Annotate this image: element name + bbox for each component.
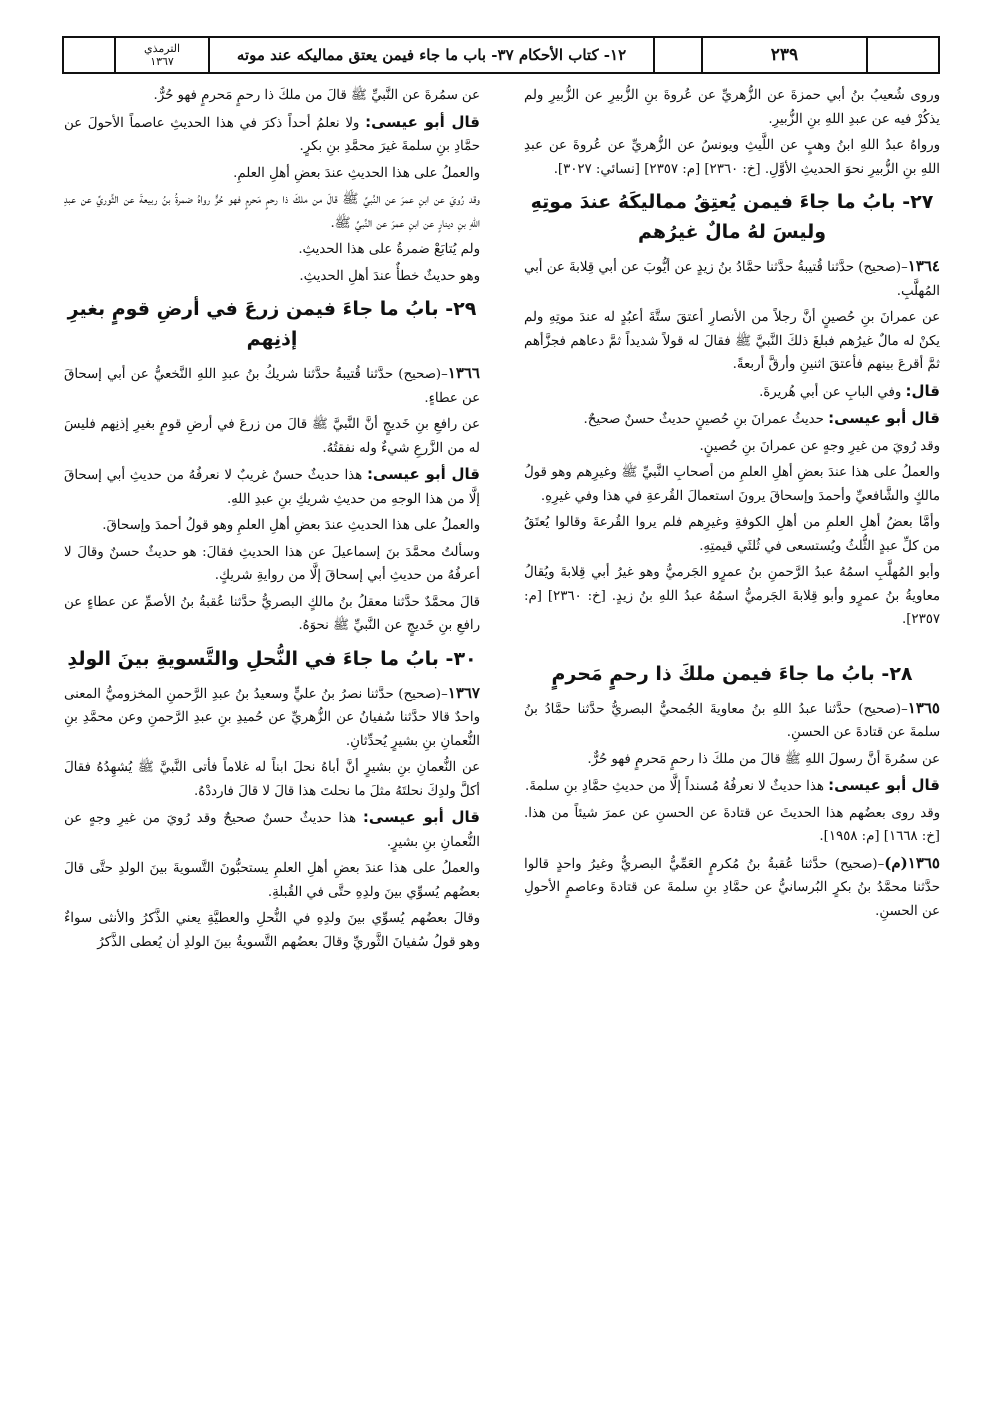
commentary-text: ولا نعلمُ أحداً ذكرَ في هذا الحديثِ عاصماً الأحولَ عن حمَّادِ بنِ سلمةَ غيرَ محمَّدِ بنِ بكرٍ.	[64, 115, 480, 154]
commentary-paragraph	[524, 774, 940, 799]
hadith-text: (صحيح) حدَّثنا عبدُ اللهِ بنُ معاويةَ الجُمحيُّ البصريُّ حدَّثنا حمَّادُ بنُ سلمةَ عن قتادةَ عن الحسنِ.	[524, 701, 940, 740]
hadith-dash: –	[901, 260, 908, 275]
body-paragraph: والعملُ على هذا الحديثِ عندَ بعضِ أهلِ العلمِ وهو قولُ أحمدَ وإسحاقَ.	[102, 518, 480, 533]
hadith-number: ١٣٦٥	[907, 698, 940, 717]
hadith-dash: –	[441, 686, 448, 702]
header-empty-cell	[866, 38, 938, 72]
body-paragraph: والعملُ على هذا الحديثِ عندَ بعضِ أهلِ العلمِ.	[233, 165, 480, 181]
qal-label: قال أبو عيسى:	[828, 409, 940, 427]
hadith-dash: –	[441, 367, 448, 382]
chapter-heading: ٢٩- بابُ ما جاءَ فيمن زرعَ في أرضِ قومٍ بغيرِ إذنِهم	[67, 298, 477, 350]
book-reference	[114, 38, 208, 72]
body-paragraph: عن رافعِ بنِ خَديجٍ أنَّ النَّبيَّ ﷺ قالَ من زرعَ في أرضِ قومٍ بغيرِ إذنِهم فليسَ له من الزَّرعِ شيءٌ وله نفقتُهُ.	[64, 417, 480, 456]
qal-label: قال أبو عيسى:	[366, 465, 480, 483]
header-empty-cell	[64, 38, 114, 72]
commentary-text: هذا حديثٌ حسنٌ صحيحٌ وقد رُويَ من غيرِ وجهٍ عن النُّعمانِ بنِ بشيرٍ.	[64, 811, 480, 850]
hadith-text: (صحيح) حدَّثنا نصرُ بنُ عليٍّ وسعيدُ بنُ عبدِ الرَّحمنِ المخزوميُّ المعنى واحدٌ قالا حدَّثنا سُفيانُ عن الزُّهريِّ عن حُميدِ بنِ عبدِ الرَّحمنِ وعن محمَّدِ بنِ النُّعمانِ بنِ بشيرٍ يُحدِّثانِ.	[64, 686, 480, 749]
hadith-paragraph	[64, 682, 480, 754]
body-paragraph: ولم يُتابَعْ ضمرةُ على هذا الحديثِ.	[298, 242, 480, 257]
body-paragraph: عن عمرانَ بنِ حُصينٍ أنَّ رجلاً من الأنصارِ أعتقَ ستَّةَ أعبُدٍ له عندَ موتِهِ ولم يكنْ له مالٌ غيرُهم فبلغَ ذلكَ النَّبيَّ ﷺ فقالَ له قولاً شديداً ثمَّ دعاهم فجزَّأهم ثمَّ أقرعَ بينهم فأعتقَ اثنينِ وأرقَّ أربعةً.	[524, 310, 940, 372]
body-paragraph: عن النُّعمانِ بنِ بشيرٍ أنَّ أباهُ نحلَ ابناً له غلاماً فأتى النَّبيَّ ﷺ يُشهِدُهُ فقالَ أكلَّ ولدِكَ نحلتَهُ مثلَ ما نحلتَ هذا قالَ لا قالَ فارددْهُ.	[64, 760, 480, 799]
body-paragraph: عن سمُرةَ عن النَّبيِّ ﷺ قالَ من ملكَ ذا رحمٍ مَحرمٍ فهو حُرٌّ.	[153, 88, 480, 103]
hadith-paragraph	[524, 852, 940, 924]
commentary-text: هذا حديثٌ لا نعرفُهُ مُسنداً إلَّا من حديثِ حمَّادِ بنِ سلمةَ.	[524, 779, 824, 794]
body-paragraph: وسألتُ محمَّدَ بنَ إسماعيلَ عن هذا الحديثِ فقالَ: هو حديثٌ حسنٌ وقالَ لا أعرفُهُ من حديثِ أبي إسحاقَ إلَّا من روايةِ شريكٍ.	[64, 544, 480, 583]
header-empty-cell	[653, 38, 701, 72]
qal-label: قال:	[905, 381, 940, 400]
body-paragraph: وقد رُويَ من غيرِ وجهٍ عن عمرانَ بنِ حُصينٍ.	[699, 438, 940, 454]
spacer	[524, 635, 940, 653]
commentary-text: وفي البابِ عن أبي هُريرةَ.	[759, 384, 902, 400]
left-text-column	[64, 84, 480, 1394]
commentary-paragraph	[524, 380, 940, 405]
body-paragraph: وأمَّا بعضُ أهلِ العلمِ من أهلِ الكوفةِ وغيرِهم فلم يروا القُرعةَ وقالوا يُعتَقُ من كلِّ عبدٍ الثُّلثُ ويُستسعى في ثُلثَي قيمتِهِ.	[524, 515, 940, 554]
chapter-heading: ٣٠- بابُ ما جاءَ في النُّحلِ والتَّسويةِ بينَ الولدِ	[67, 647, 477, 670]
hadith-text: (صحيح) حدَّثنا قُتيبةُ حدَّثنا شريكُ بنُ عبدِ اللهِ النَّخعيُّ عن أبي إسحاقَ عن عطاءٍ.	[64, 367, 480, 406]
hadith-text: (صحيح) حدَّثنا قُتيبةُ حدَّثنا حمَّادُ بنُ زيدٍ عن أيُّوبَ عن أبي قِلابةَ عن أبي المُهلَّبِ.	[524, 260, 940, 299]
commentary-text: هذا حديثٌ حسنٌ غريبٌ لا نعرفُهُ من حديثِ أبي إسحاقَ إلَّا من هذا الوجهِ من حديثِ شريكِ بنِ عبدِ اللهِ.	[64, 468, 480, 507]
body-paragraph: وقد رُويَ عن ابنِ عمرَ عن النَّبيِّ ﷺ قالَ من ملكَ ذا رحمٍ مَحرمٍ فهو حُرٌّ رواهُ ضمرةُ بنُ ربيعةَ عن الثَّوريِّ عن عبدِ اللهِ بنِ دينارٍ عن ابنِ عمرَ عن النَّبيِّ ﷺ.	[64, 192, 480, 231]
hadith-text: (صحيح) حدَّثنا عُقبةُ بنُ مُكرمٍ العَمِّيُّ البصريُّ وغيرُ واحدٍ قالوا حدَّثنا محمَّدُ بنُ بكرٍ البُرسانيُّ عن حمَّادِ بنِ سلمةَ عن قتادةَ وعاصمٍ الأحولِ عن الحسنِ.	[524, 856, 940, 919]
qal-label: قال أبو عيسى:	[365, 112, 480, 131]
hadith-number: ١٣٦٥(م)	[884, 853, 940, 872]
hadith-paragraph	[524, 697, 940, 745]
body-paragraph: وقد روى بعضُهم هذا الحديثَ عن قتادةَ عن الحسنِ عن عمرَ شيئاً من هذا. [خ: ١٦٦٨] [م: ١٩٥٨].	[524, 805, 940, 844]
body-paragraph: وأبو المُهلَّبِ اسمُهُ عبدُ الرَّحمنِ بنُ عمرٍو الجَرميُّ وهو غيرُ أبي قِلابةَ ويُقالُ معاويةُ بنُ عمرٍو وأبو قِلابةَ الجَرميُّ اسمُهُ عبدُ اللهِ بنُ زيدٍ. [خ: ٢٣٦٠] [م: ٢٣٥٧].	[524, 565, 940, 627]
running-header	[62, 36, 940, 74]
commentary-text: حديثُ عمرانَ بنِ حُصينٍ حديثٌ حسنٌ صحيحٌ.	[583, 412, 824, 427]
commentary-paragraph	[64, 806, 480, 854]
body-paragraph: والعملُ على هذا عندَ بعضِ أهلِ العلمِ يستحبُّونَ التَّسويةَ بينَ الولدِ حتَّى قالَ بعضُهم يُسوِّي بينَ ولدِهِ حتَّى في القُبلةِ.	[64, 861, 480, 900]
commentary-paragraph	[524, 407, 940, 432]
book-name: الترمذي	[143, 42, 181, 55]
body-paragraph: وقالَ بعضُهم يُسوِّي بينَ ولدِهِ في النُّحلِ والعطيَّةِ يعني الذَّكرُ والأنثى سواءٌ وهو قولُ سُفيانَ الثَّوريِّ وقالَ بعضُهم التَّسويةُ بينَ الولدِ أن يُعطى الذَّكرُ	[64, 911, 480, 950]
right-text-column	[524, 84, 940, 1394]
commentary-paragraph	[64, 463, 480, 511]
book-volume: ١٣٦٧	[150, 55, 174, 68]
hadith-paragraph	[64, 362, 480, 410]
qal-label: قال أبو عيسى:	[828, 776, 940, 794]
chapter-running-title: ١٢- كتاب الأحكام ٣٧- باب ما جاء فيمن يعتق مماليكه عند موته	[208, 38, 653, 72]
body-paragraph: قالَ محمَّدٌ حدَّثنا معقلُ بنُ مالكٍ البصريُّ حدَّثنا عُقبةُ بنُ الأصمِّ عن عطاءٍ عن رافعِ بنِ خَديجٍ عن النَّبيِّ ﷺ نحوَهُ.	[64, 594, 480, 633]
hadith-paragraph	[524, 255, 940, 303]
body-paragraph: عن سمُرةَ أنَّ رسولَ اللهِ ﷺ قالَ من ملكَ ذا رحمٍ مَحرمٍ فهو حُرٌّ.	[587, 751, 940, 767]
chapter-heading: ٢٧- بابُ ما جاءَ فيمن يُعتِقُ مماليكَهُ عندَ موتِهِ وليسَ لهُ مالٌ غيرُهم	[530, 191, 934, 243]
chapter-heading: ٢٨- بابُ ما جاءَ فيمن ملكَ ذا رحمٍ مَحرمٍ	[551, 662, 913, 685]
body-paragraph: والعملُ على هذا عندَ بعضِ أهلِ العلمِ من أصحابِ النَّبيِّ ﷺ وغيرِهم وهو قولُ مالكٍ والشَّافعيِّ وأحمدَ وإسحاقَ يرونَ استعمالَ القُرعةِ في هذا وفي غيرِهِ.	[524, 465, 940, 504]
hadith-dash: –	[901, 701, 908, 717]
body-paragraph: وهو حديثٌ خطأٌ عندَ أهلِ الحديثِ.	[299, 268, 480, 284]
qal-label: قال أبو عيسى:	[362, 808, 480, 826]
hadith-dash: –	[877, 856, 885, 872]
body-paragraph: ورواهُ عبدُ اللهِ ابنُ وهبٍ عن اللَّيثِ ويونسُ عن الزُّهريِّ عن عُروةَ عن عبدِ اللهِ بنِ الزُّبيرِ نحوَ الحديثِ الأوَّلِ. [خ: ٢٣٦٠] [م: ٢٣٥٧] [نسائي: ٣٠٢٧].	[524, 138, 940, 177]
page-number: ٢٣٩	[701, 38, 866, 72]
commentary-paragraph	[64, 111, 480, 159]
hadith-number: ١٣٦٦	[447, 364, 480, 382]
hadith-number: ١٣٦٤	[907, 257, 940, 275]
hadith-number: ١٣٦٧	[447, 683, 480, 702]
body-paragraph: وروى شُعيبُ بنُ أبي حمزةَ عن الزُّهريِّ عن عُروةَ بنِ الزُّبيرِ عن الزُّبيرِ ولم يذكُرْ فيه عن عبدِ اللهِ بنِ الزُّبيرِ.	[524, 88, 940, 127]
